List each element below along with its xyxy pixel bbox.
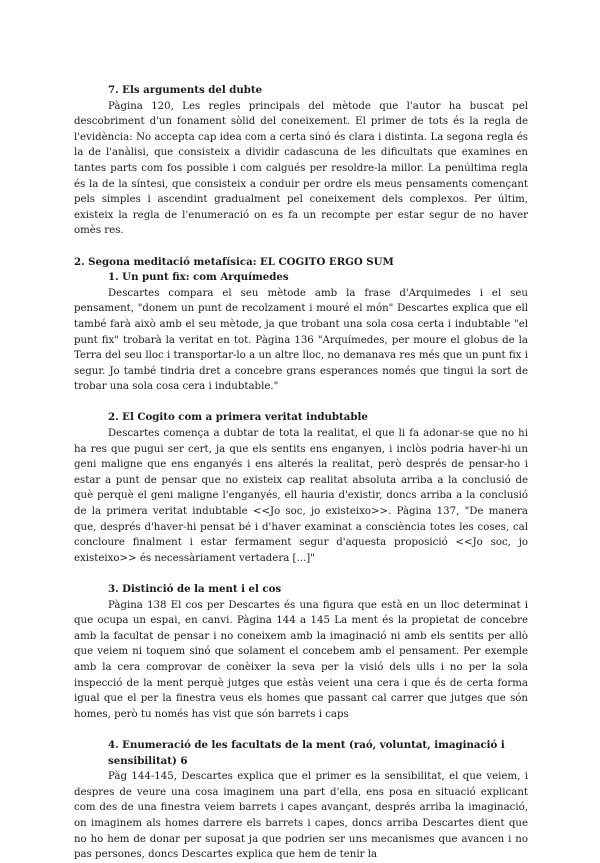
section-paragraph-punt-fix: Descartes compara el seu mètode amb la frase d'Arquimedes i el seu pensament, "donem un punt de recolzament i mouré el món" Descartes explica que ell també farà això amb el seu mètode, ja que trobant una sola cosa certa i indubtable "el punt fix" trobarà la veritat en tot. Pàgina 136 "Arquímedes, per moure el globus de la Terra del seu lloc i transportar-lo a un altre lloc, no demanava res més que un punt fix i segur. Jo també tindria dret a concebre grans esperances només que tingui la sort de trobar una sola cosa cera i indubtable." [74,287,528,393]
section-heading-facultats: 4. Enumeració de les facultats de la ment (raó, voluntat, imaginació i sensibilitat) 6 [108,738,505,767]
chapter-heading-cogito: 2. Segona meditació metafísica: EL COGITO ERGO SUM [74,255,394,268]
section-gap [74,722,528,738]
section-paragraph-arguments-dubte: Pàgina 120, Les regles principals del mètode que l'autor ha buscat pel descobriment d'un fonament sòlid del coneixement. El primer de tots és la regla de l'evidència: No accepta cap idea com a certa sinó és clara i distinta. La segona regla és la de l'anàlisi, que consisteix a dividir cadascuna de les dificultats que examines en tantes parts com fos possible i com calgués per resoldre-la millor. La penúltima regla és la de la síntesi, que consisteix a conduir per ordre els meus pensaments començant pels simples i ascendint gradualment pel coneixement dels complexos. Per últim, existeix la regla de l'enumeració on es fa un recompte per estar segur de no haver omès res. [74,100,528,237]
document-page [74,83,528,863]
section-paragraph-facultats: Pàg 144-145, Descartes explica que el primer es la sensibilitat, el que veiem, i despres de veure una cosa imaginem una part d'ella, ens posa en situació explicant com des de una finestra veiem barrets i capes avançant, després arriba la imaginació, on imaginem als homes darrere els barrets i capes, doncs arriba Descartes dient que no ho hem de donar per suposat ja que podrien ser uns mecanismes que avancen i no pas persones, doncs Descartes explica que hem de tenir la [74,771,528,861]
section-heading-arguments-dubte: 7. Els arguments del dubte [108,84,263,96]
section-heading-punt-fix: 1. Un punt fix: com Arquímedes [108,271,289,284]
section-gap [74,566,528,582]
section-paragraph-cogito-veritat: Descartes comença a dubtar de tota la realitat, el que li fa adonar-se que no hi ha res que pugui ser cert, ja que els sentits ens enganyen, i inclòs podria haver-hi un geni maligne que ens enganyés i ens alterés la realitat, però després de pensar-ho i estar a punt de pensar que no existeix cap realitat absoluta arriba a la conclusió de què perquè el geni maligne l'enganyés, ell hauria d'existir, doncs arriba a la conclusió de la primera veritat indubtable <<Jo soc, jo existeixo>>. Pàgina 137, "De manera que, després d'haver-hi pensat bé i d'haver examinat a consciència totes les coses, cal concloure finalment i estar fermament segur d'aquesta proposició <<Jo soc, jo existeixo>> és necessàriament vertadera [...]" [74,428,528,564]
section-heading-cogito-veritat: 2. El Cogito com a primera veritat indubtable [108,411,368,424]
section-gap [74,239,528,255]
section-gap [74,395,528,411]
section-heading-ment-cos: 3. Distinció de la ment i el cos [108,583,282,595]
section-paragraph-ment-cos: Pàgina 138 El cos per Descartes és una figura que està en un lloc determinat i que ocupa un espai, en canvi. Pàgina 144 a 145 La ment és la propietat de concebre amb la facultat de pensar i no coneixem amb la imaginació ni amb els sentits per allò que veiem ni toquem sinó que solament el concebem amb el pensament. Per exemple amb la cera comprovar de conèixer la seva per la visió dels ulls i no per la sola inspecció de la ment perquè jutges que estàs veient una cera i que és de certa forma igual que el per la finestra veus els homes que passant cal carrer que jutges que són homes, però tu només has vist que són barrets i caps [74,599,528,720]
